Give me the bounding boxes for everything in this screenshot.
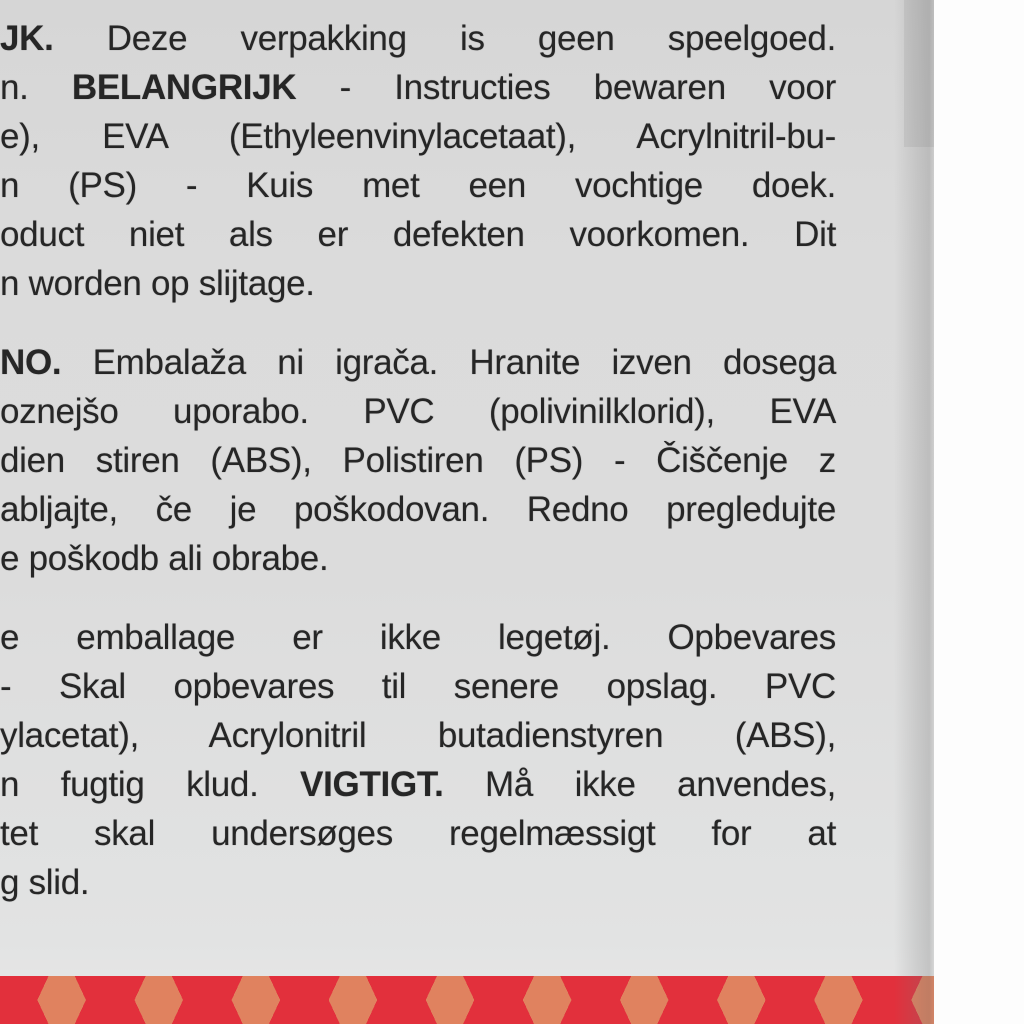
photo-white-background	[934, 0, 1024, 1024]
text-segment: dien stiren (ABS), Polistiren (PS) - Čiščenje z	[0, 441, 836, 480]
package-edge-shadow-top	[904, 0, 934, 147]
warning-text-column	[0, 14, 836, 937]
text-line	[0, 63, 836, 112]
bold-text-segment: VIGTIGT.	[300, 765, 444, 804]
text-segment: oduct niet als er defekten voorkomen. Dit	[0, 215, 836, 254]
bold-text-segment: BELANGRIJK	[71, 68, 297, 107]
text-line	[0, 711, 836, 760]
text-segment: g slid.	[0, 863, 90, 902]
text-segment: - Skal opbevares til senere opslag. PVC	[0, 667, 836, 706]
text-segment: oznejšo uporabo. PVC (polivinilklorid), EVA	[0, 392, 836, 431]
text-segment: n worden op slijtage.	[0, 264, 315, 303]
text-segment: Deze verpakking is geen speelgoed.	[53, 19, 836, 58]
text-line	[0, 613, 836, 662]
text-line	[0, 14, 836, 63]
chevron-pattern-band	[0, 976, 934, 1024]
text-block-danish	[0, 613, 836, 907]
text-line	[0, 485, 836, 534]
text-segment: tet skal undersøges regelmæssigt for at	[0, 814, 836, 853]
text-segment: n fugtig klud.	[0, 765, 301, 804]
bold-text-segment: NO.	[0, 343, 62, 382]
text-line	[0, 112, 836, 161]
text-segment: e poškodb ali obrabe.	[0, 539, 329, 578]
text-line	[0, 760, 836, 809]
bold-text-segment: JK.	[0, 19, 54, 58]
text-line	[0, 809, 836, 858]
text-segment: e), EVA (Ethyleenvinylacetaat), Acrylnitril-bu-	[0, 117, 836, 156]
text-line	[0, 436, 836, 485]
text-line	[0, 338, 836, 387]
text-line	[0, 662, 836, 711]
text-block-slovenian	[0, 338, 836, 583]
text-line	[0, 161, 836, 210]
text-segment: Må ikke anvendes,	[443, 765, 836, 804]
text-line	[0, 387, 836, 436]
text-line	[0, 259, 836, 308]
text-segment: n (PS) - Kuis met een vochtige doek.	[0, 166, 836, 205]
text-block-dutch	[0, 14, 836, 308]
text-segment: e emballage er ikke legetøj. Opbevares	[0, 618, 836, 657]
text-line	[0, 210, 836, 259]
text-segment: n.	[0, 68, 72, 107]
package-edge-shadow	[894, 0, 934, 1024]
text-segment: Embalaža ni igrača. Hranite izven dosega	[61, 343, 836, 382]
text-line	[0, 858, 836, 907]
text-segment: ylacetat), Acrylonitril butadienstyren (ABS),	[0, 716, 836, 755]
text-segment: - Instructies bewaren voor	[296, 68, 837, 107]
text-segment: abljajte, če je poškodovan. Redno pregledujte	[0, 490, 836, 529]
text-line	[0, 534, 836, 583]
